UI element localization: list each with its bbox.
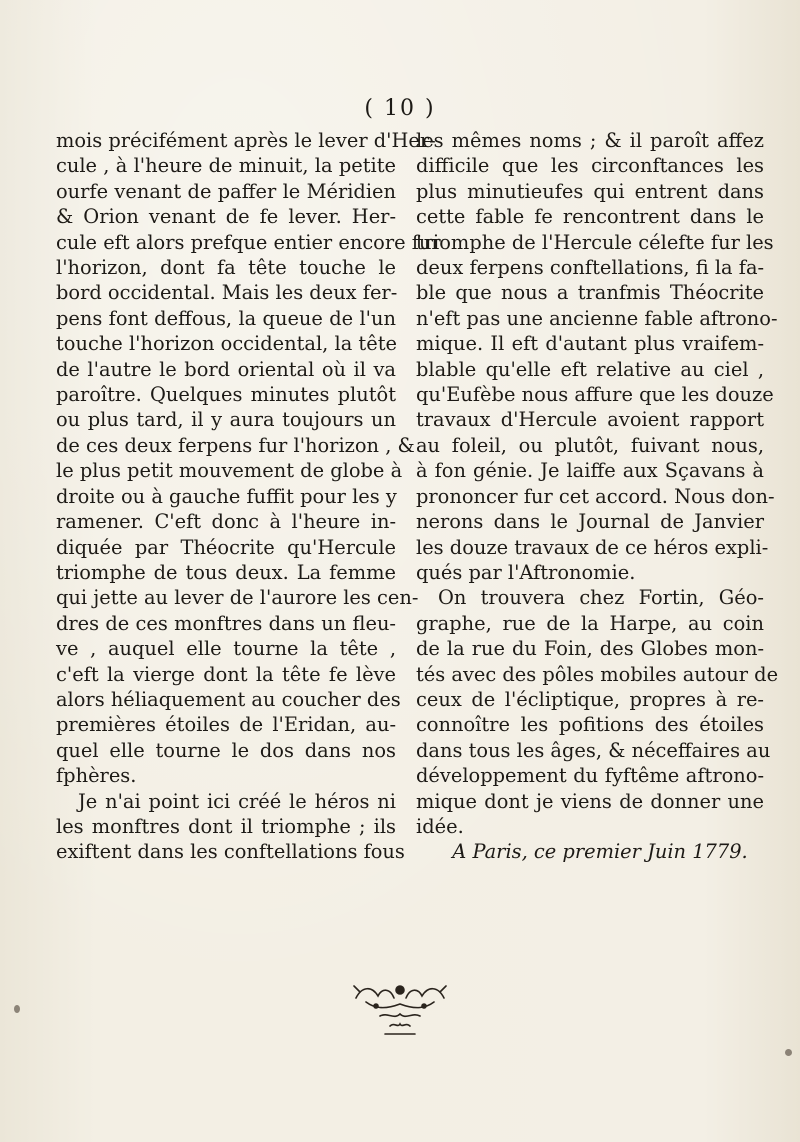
text-line: tés avec des pôles mobiles autour de bbox=[416, 662, 779, 686]
text-line: premières étoiles de l'Eridan, au- bbox=[56, 713, 396, 737]
text-line: les monftres dont il triomphe ; ils bbox=[56, 814, 396, 838]
printers-flourish-icon bbox=[340, 976, 460, 1046]
text-line: prononcer fur cet accord. Nous don- bbox=[416, 484, 775, 508]
text-line: On trouvera chez Fortin, Géo- bbox=[438, 586, 764, 610]
text-line: quel elle tourne le dos dans nos bbox=[56, 738, 396, 762]
text-line: mois précifément après le lever d'Her- bbox=[56, 129, 436, 152]
text-line: mique. Il eft d'autant plus vraifem- bbox=[416, 332, 764, 356]
text-line: difficile que les circonftances les bbox=[416, 154, 764, 178]
text-line: graphe, rue de la Harpe, au coin bbox=[416, 611, 764, 635]
text-line: alors héliaquement au coucher des bbox=[56, 687, 401, 711]
text-line: n'eft pas une ancienne fable aftrono- bbox=[416, 306, 778, 330]
text-line: idée. bbox=[416, 814, 464, 838]
dateline: A Paris, ce premier Juin 1779. bbox=[452, 840, 748, 864]
text-line: & Orion venant de fe lever. Her- bbox=[56, 205, 396, 229]
text-line: ramener. C'eft donc à l'heure in- bbox=[56, 510, 396, 534]
text-line: dres de ces monftres dans un fleu- bbox=[56, 611, 396, 635]
text-line: c'eft la vierge dont la tête fe lève bbox=[56, 662, 396, 686]
text-line: fphères. bbox=[56, 764, 137, 788]
page-number: ( 10 ) bbox=[364, 96, 436, 121]
text-line: ble que nous a tranfmis Théocrite bbox=[416, 281, 764, 305]
text-line: ceux de l'écliptique, propres à re- bbox=[416, 687, 764, 711]
text-line: cule , à l'heure de minuit, la petite bbox=[56, 154, 396, 178]
text-line: Je n'ai point ici créé le héros ni bbox=[78, 789, 396, 813]
text-line: paroître. Quelques minutes plutôt bbox=[56, 383, 396, 407]
text-line: ou plus tard, il y aura toujours un bbox=[56, 408, 396, 432]
text-line: développement du fyftême aftrono- bbox=[416, 764, 764, 788]
text-line: l'horizon, dont fa tête touche le bbox=[56, 256, 396, 280]
right-column bbox=[416, 128, 779, 865]
text-line: qués par l'Aftronomie. bbox=[416, 560, 636, 584]
text-line: travaux d'Hercule avoient rapport bbox=[416, 408, 764, 432]
text-line: ourfe venant de paffer le Méridien bbox=[56, 179, 396, 203]
text-line: dans tous les âges, & néceffaires au bbox=[416, 738, 771, 762]
ink-spot bbox=[14, 1005, 20, 1013]
text-line: qui jette au lever de l'aurore les cen- bbox=[56, 586, 419, 610]
text-line: de l'autre le bord oriental où il va bbox=[56, 357, 396, 381]
text-line: cule eft alors prefque entier encore fur bbox=[56, 230, 441, 254]
text-line: bord occidental. Mais les deux fer- bbox=[56, 281, 398, 305]
text-line: diquée par Théocrite qu'Hercule bbox=[56, 535, 396, 559]
ink-spot bbox=[785, 1049, 792, 1056]
text-line: triomphe de tous deux. La femme bbox=[56, 560, 396, 584]
text-line: touche l'horizon occidental, la tête bbox=[56, 332, 397, 356]
text-line: nerons dans le Journal de Janvier bbox=[416, 510, 764, 534]
text-line: de ces deux ferpens fur l'horizon , & bbox=[56, 433, 415, 457]
text-line: au foleil, ou plutôt, fuivant nous, bbox=[416, 433, 764, 457]
text-line: ve , auquel elle tourne la tête , bbox=[56, 637, 396, 661]
text-line: le plus petit mouvement de globe à bbox=[56, 459, 403, 483]
text-line: cette fable fe rencontrent dans le bbox=[416, 205, 764, 229]
text-line: à fon génie. Je laiffe aux Sçavans à bbox=[416, 459, 764, 483]
text-line: connoître les pofitions des étoiles bbox=[416, 713, 764, 737]
text-line: blable qu'elle eft relative au ciel , bbox=[416, 357, 764, 381]
text-line: mique dont je viens de donner une bbox=[416, 789, 764, 813]
text-line: triomphe de l'Hercule célefte fur les bbox=[416, 230, 774, 254]
text-line: de la rue du Foin, des Globes mon- bbox=[416, 637, 764, 661]
text-line: les douze travaux de ce héros expli- bbox=[416, 535, 769, 559]
text-line: plus minutieufes qui entrent dans bbox=[416, 179, 764, 203]
text-line: les mêmes noms ; & il paroît affez bbox=[416, 129, 764, 152]
text-line: pens font deffous, la queue de l'un bbox=[56, 306, 396, 330]
text-line: exiftent dans les conftellations fous bbox=[56, 840, 405, 864]
text-line: deux ferpens conftellations, fi la fa- bbox=[416, 256, 765, 280]
text-line: droite ou à gauche fuffit pour les y bbox=[56, 484, 397, 508]
text-line: qu'Eufèbe nous affure que les douze bbox=[416, 383, 774, 407]
